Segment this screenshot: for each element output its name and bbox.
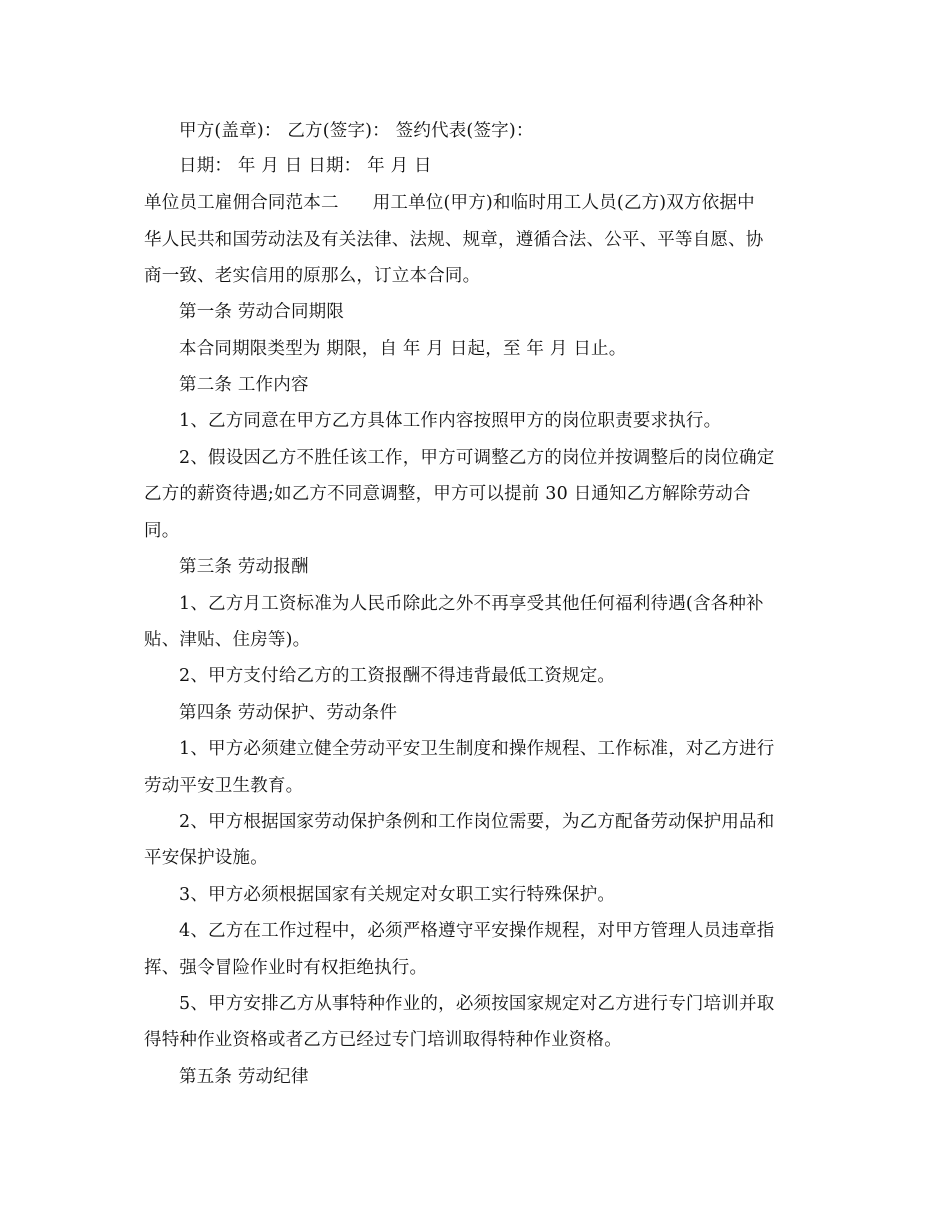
paragraph-line: 平安保护设施。 [144, 848, 268, 868]
article-heading: 第三条 劳动报酬 [179, 557, 309, 577]
paragraph-line: 挥、强令冒险作业时有权拒绝执行。 [144, 958, 428, 978]
article-heading: 第二条 工作内容 [179, 375, 309, 395]
paragraph-line: 4、乙方在工作过程中，必须严格遵守平安操作规程，对甲方管理人员违章指 [179, 921, 775, 941]
document-title: 单位员工雇佣合同范本二 [144, 193, 339, 213]
paragraph-line: 劳动平安卫生教育。 [144, 776, 304, 796]
paragraph-line: 本合同期限类型为 期限，自 年 月 日起，至 年 月 日止。 [179, 339, 627, 359]
intro-line: 用工单位(甲方)和临时用工人员(乙方)双方依据中 [372, 193, 755, 213]
paragraph-line: 贴、津贴、住房等)。 [144, 630, 311, 650]
signature-parties: 甲方(盖章)： 乙方(签字)： 签约代表(签字)： [179, 121, 534, 141]
paragraph-line: 2、假设因乙方不胜任该工作，甲方可调整乙方的岗位并按调整后的岗位确定 [179, 448, 775, 468]
paragraph-line: 乙方的薪资待遇;如乙方不同意调整，甲方可以提前 30 日通知乙方解除劳动合 [144, 484, 751, 504]
signature-dates: 日期： 年 月 日 日期： 年 月 日 [179, 156, 432, 176]
intro-first-line [144, 191, 755, 215]
paragraph-line: 3、甲方必须根据国家有关规定对女职工实行特殊保护。 [179, 885, 616, 905]
paragraph-line: 1、乙方同意在甲方乙方具体工作内容按照甲方的岗位职责要求执行。 [179, 411, 722, 431]
paragraph-line: 1、甲方必须建立健全劳动平安卫生制度和操作规程、工作标准，对乙方进行 [179, 739, 775, 759]
paragraph-line: 得特种作业资格或者乙方已经过专门培训取得特种作业资格。 [144, 1030, 622, 1050]
intro-line: 商一致、老实信用的原那么，订立本合同。 [144, 266, 481, 286]
paragraph-line: 5、甲方安排乙方从事特种作业的，必须按国家规定对乙方进行专门培训并取 [179, 994, 775, 1014]
paragraph-line: 2、甲方支付给乙方的工资报酬不得违背最低工资规定。 [179, 666, 616, 686]
article-heading: 第五条 劳动纪律 [179, 1067, 309, 1087]
paragraph-line: 1、乙方月工资标准为人民币除此之外不再享受其他任何福利待遇(含各种补 [179, 594, 764, 614]
paragraph-line: 2、甲方根据国家劳动保护条例和工作岗位需要，为乙方配备劳动保护用品和 [179, 812, 775, 832]
intro-line: 华人民共和国劳动法及有关法律、法规、规章，遵循合法、公平、平等自愿、协 [144, 230, 764, 250]
article-heading: 第四条 劳动保护、劳动条件 [179, 703, 398, 723]
article-heading: 第一条 劳动合同期限 [179, 302, 345, 322]
paragraph-line: 同。 [144, 521, 180, 541]
